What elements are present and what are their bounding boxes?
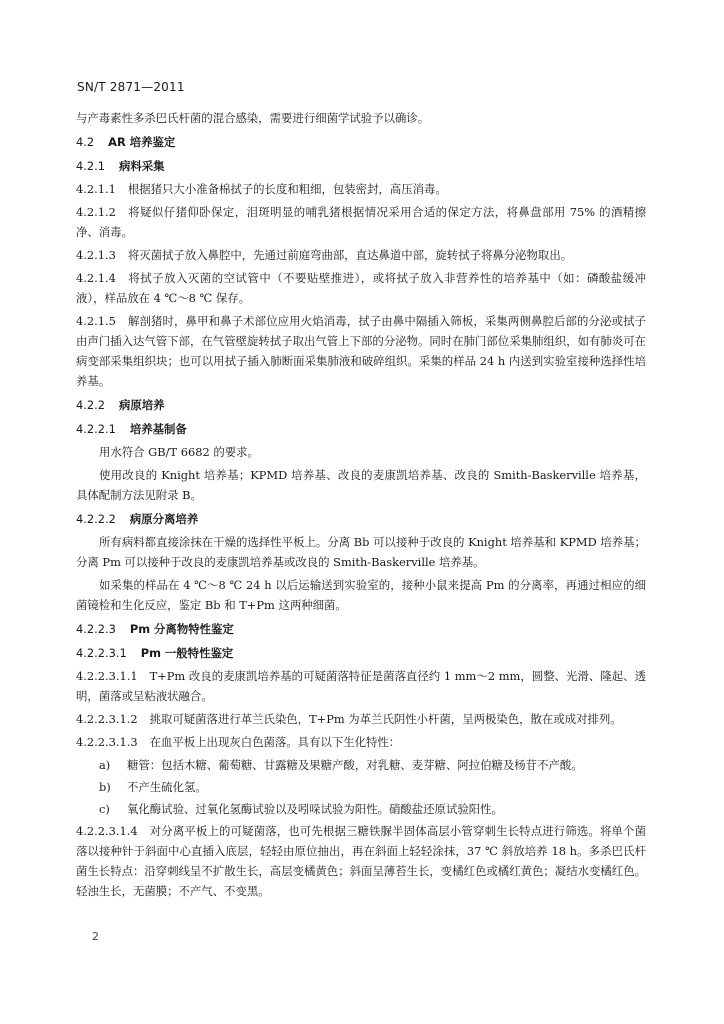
list-marker: c) [99,802,110,816]
section-title: 病料采集 [118,159,165,173]
section-heading-4-2-2-3 [76,619,646,639]
intro-paragraph: 与产毒素性多杀巴氏杆菌的混合感染，需要进行细菌学试验予以确诊。 [76,111,430,125]
paragraph-isolation-method: 所有病料都直接涂抹在干燥的选择性平板上。分离 Bb 可以接种于改良的 Knight 培养基和 KPMD 培养基；分离 Pm 可以接种于改良的麦康凯培养基或改良的 Smith-Baskerville 培养基。 [76,535,646,569]
list-marker: b) [99,780,111,794]
clause-number: 4.2.2.3.1.3 [76,735,138,749]
clause-text: 根据猪只大小准备棉拭子的长度和粗细，包装密封，高压消毒。 [127,182,447,196]
clause-text: 将疑似仔猪仰卧保定，泪斑明显的哺乳猪根据情况采用合适的保定方法，将鼻盘部用 75% 的酒精擦净、消毒。 [76,205,646,239]
list-item-text: 糖管：包括木糖、葡萄糖、甘露糖及果糖产酸，对乳糖、麦芽糖、阿拉伯糖及杨苷不产酸。 [127,758,583,772]
clause-number: 4.2.2.3.1.4 [76,824,138,838]
clause-number: 4.2.2.3.1.1 [76,669,138,683]
clause-4-2-2-3-1-2 [76,709,646,729]
section-number: 4.2 [76,135,95,149]
section-number: 4.2.2.1 [76,422,116,436]
clause-number: 4.2.1.3 [76,248,116,262]
list-item [76,777,646,797]
section-title: 培养基制备 [129,422,187,436]
list-marker: a) [99,758,111,772]
section-number: 4.2.2.2 [76,512,116,526]
section-heading-4-2-2-1 [76,419,646,439]
section-heading-4-2-2-3-1 [76,643,646,663]
section-number: 4.2.1 [76,159,105,173]
clause-text: 将灭菌拭子放入鼻腔中，先通过前庭弯曲部，直达鼻道中部，旋转拭子将鼻分泌物取出。 [127,248,573,262]
section-number: 4.2.2.3.1 [76,646,127,660]
clause-4-2-1-3 [76,245,646,265]
page-number: 2 [92,930,99,943]
section-heading-4-2-2-2 [76,509,646,529]
list-item [76,799,646,819]
clause-4-2-2-3-1-4 [76,821,646,901]
clause-text: 在血平板上出现灰白色菌落。具有以下生化特性： [149,735,401,749]
paragraph-transport-note: 如采集的样品在 4 ℃～8 ℃ 24 h 以后运输送到实验室的，接种小鼠来提高 Pm 的分离率，再通过相应的细菌镜检和生化反应，鉴定 Bb 和 T+Pm 这两种细菌。 [76,578,646,612]
section-number: 4.2.2.3 [76,622,116,636]
list-item-text: 氧化酶试验、过氧化氢酶试验以及吲哚试验为阳性。硝酸盐还原试验阳性。 [127,802,503,816]
clause-number: 4.2.2.3.1.2 [76,712,138,726]
document-body [76,108,646,904]
clause-text: 对分离平板上的可疑菌落，也可先根据三糖铁脲半固体高层小管穿刺生长特点进行筛选。将单个菌落以接种针于斜面中心直插入底层，轻轻由原位抽出，再在斜面上轻轻涂抹，37 ℃ 斜放培养 18 h。多杀巴氏杆菌生长特点：沿穿刺线呈不扩散生长，高层变橘黄色；斜面呈薄苔生长，变橘红色或橘红黄色；凝结水变橘红色。轻浊生长，无菌膜；不产气、不变黑。 [76,824,646,898]
section-title: Pm 一般特性鉴定 [140,646,234,660]
section-title: Pm 分离物特性鉴定 [129,622,234,636]
clause-text: 将拭子放入灭菌的空试管中（不要贴壁推进），或将拭子放入非营养性的培养基中（如：磷酸盐缓冲液），样品放在 4 ℃～8 ℃ 保存。 [76,271,646,305]
section-title: AR 培养鉴定 [108,135,176,149]
paragraph-water-requirement: 用水符合 GB/T 6682 的要求。 [99,445,259,459]
clause-4-2-1-4 [76,268,646,308]
paragraph-media-list: 使用改良的 Knight 培养基；KPMD 培养基、改良的麦康凯培养基、改良的 Smith-Baskerville 培养基，具体配制方法见附录 B。 [76,468,646,502]
clause-text: 挑取可疑菌落进行革兰氏染色，T+Pm 为革兰氏阴性小杆菌，呈两极染色，散在或成对排列。 [149,712,622,726]
clause-number: 4.2.1.5 [76,314,116,328]
section-title: 病原分离培养 [129,512,199,526]
section-title: 病原培养 [118,398,165,412]
clause-4-2-1-2 [76,202,646,242]
section-number: 4.2.2 [76,398,105,412]
section-heading-4-2-2 [76,395,646,415]
clause-4-2-2-3-1-1 [76,666,646,706]
list-item [76,755,646,775]
clause-number: 4.2.1.1 [76,182,116,196]
clause-text: T+Pm 改良的麦康凯培养基的可疑菌落特征是菌落直径约 1 mm～2 mm，圆整、光滑、隆起、透明，菌落或呈粘液状融合。 [76,669,646,703]
list-item-text: 不产生硫化氢。 [127,780,207,794]
section-heading-4-2-1 [76,156,646,176]
clause-4-2-1-5 [76,311,646,391]
clause-text: 解剖猪时，鼻甲和鼻子术部位应用火焰消毒，拭子由鼻中隔插入筛板，采集两侧鼻腔后部的分泌或拭子由声门插入达气管下部，在气管壁旋转拭子取出气管上下部的分泌物。同时在肺门部位采集肺组织，如有肺炎可在病变部采集组织块；也可以用拭子插入肺断面采集肺液和破碎组织。采集的样品 24 h 内送到实验室接种选择性培养基。 [76,314,646,388]
clause-number: 4.2.1.2 [76,205,116,219]
standard-code-header: SN/T 2871—2011 [77,80,185,94]
clause-4-2-1-1 [76,179,646,199]
clause-4-2-2-3-1-3 [76,732,646,752]
clause-number: 4.2.1.4 [76,271,116,285]
section-heading-4-2 [76,132,646,152]
